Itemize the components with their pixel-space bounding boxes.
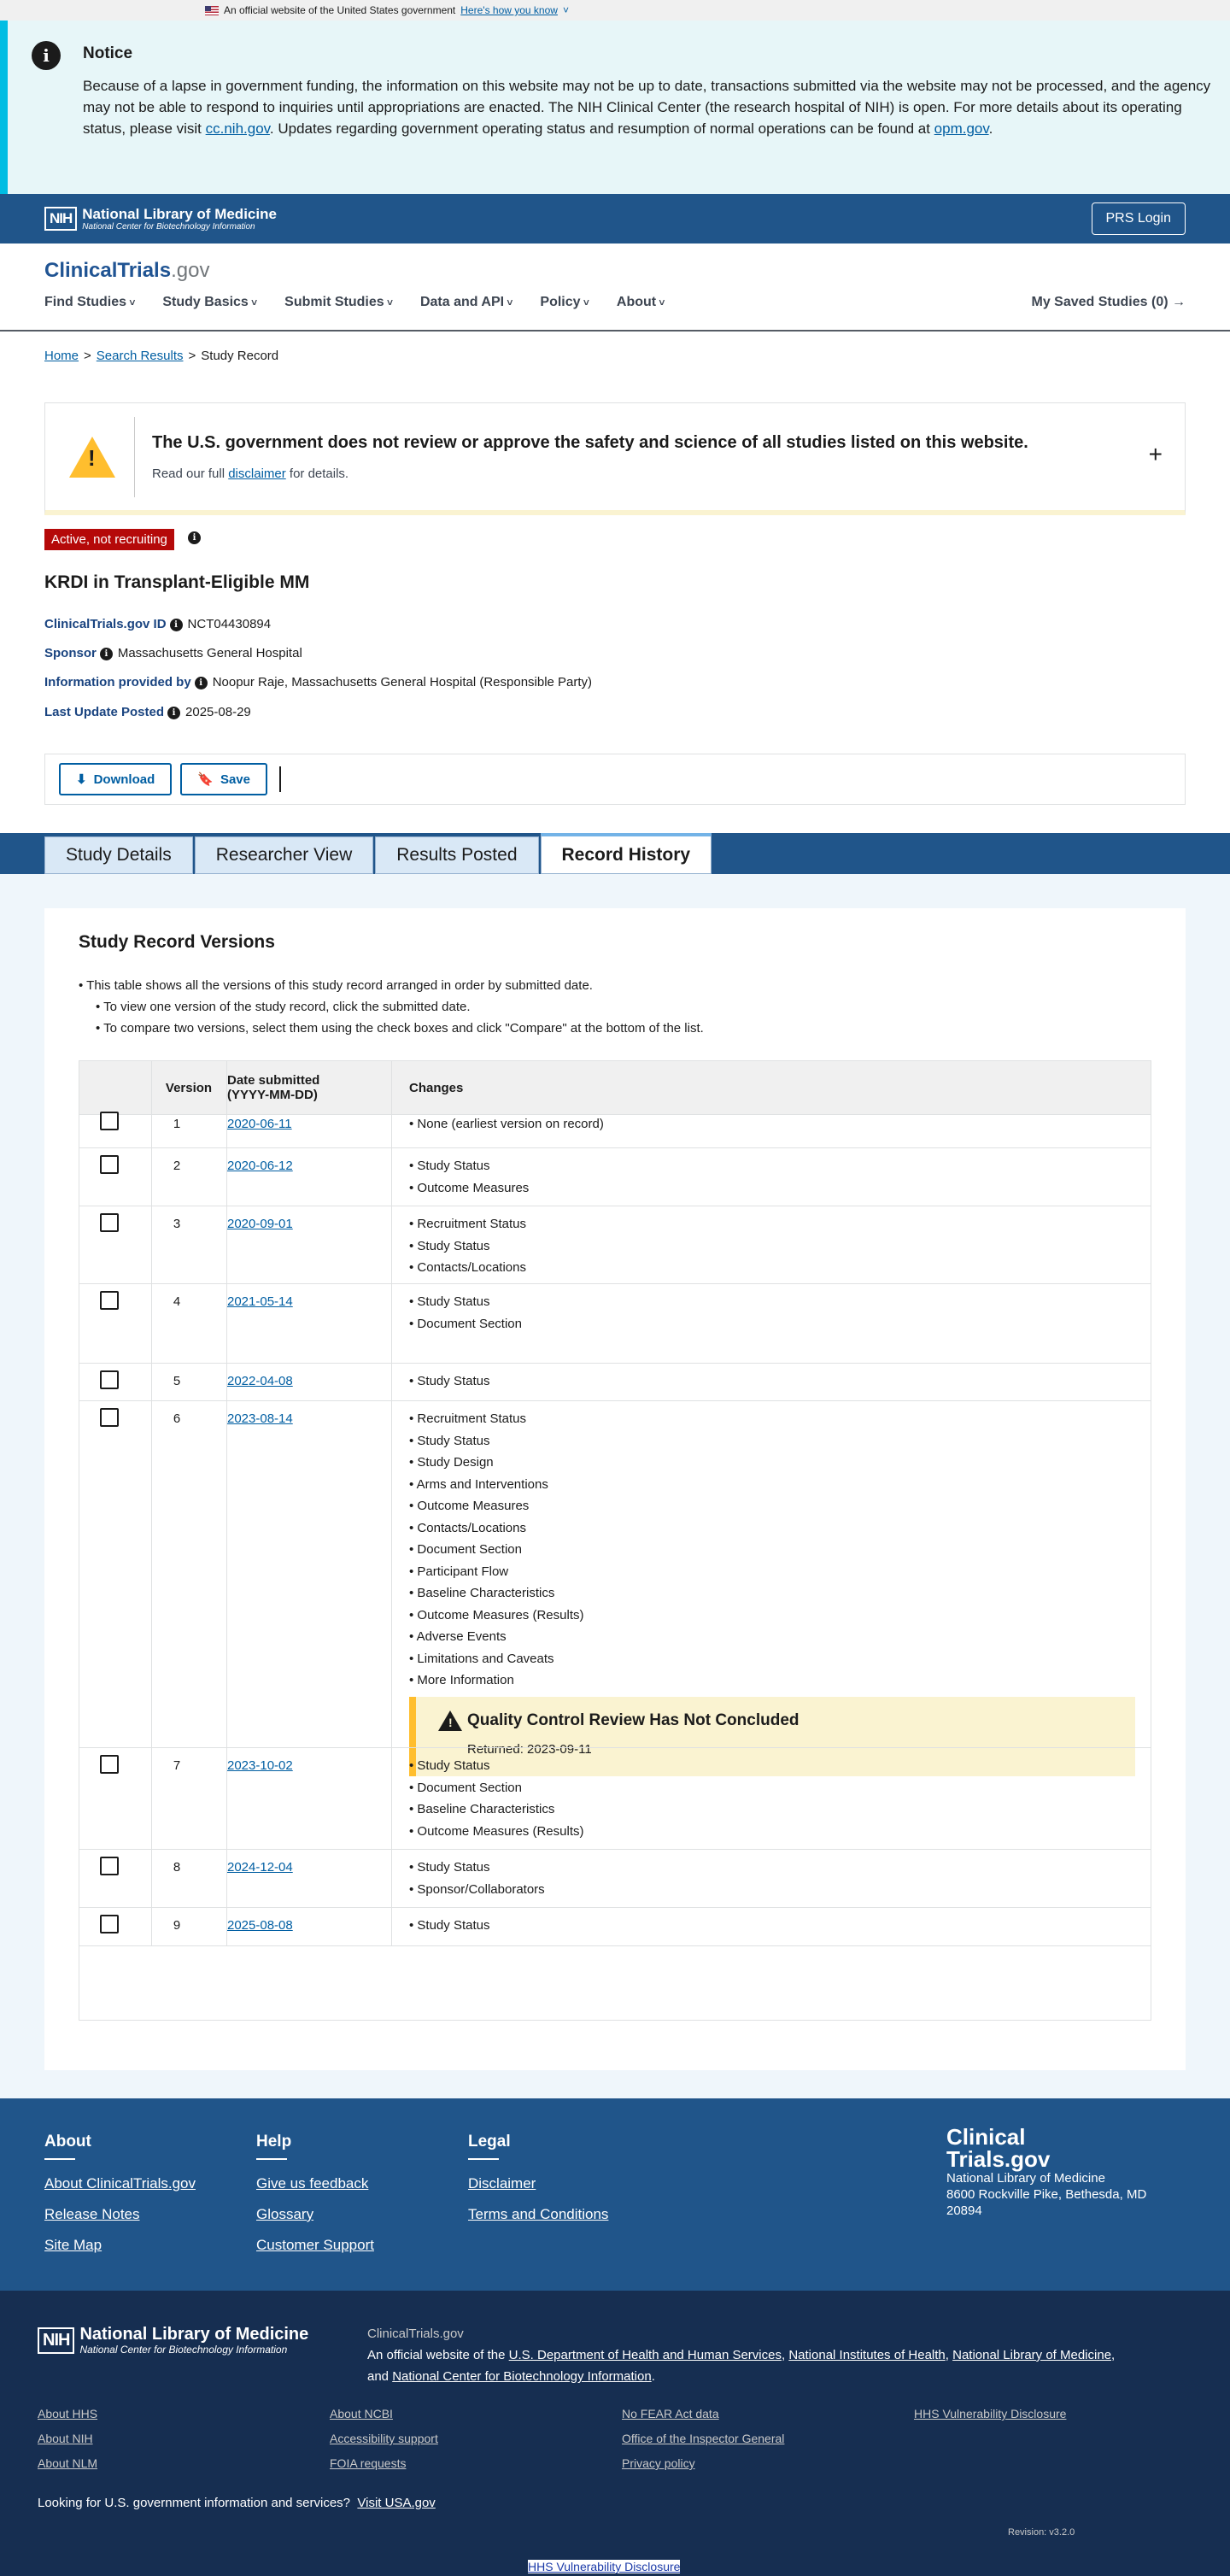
change-item: • Outcome Measures (Results) (409, 1605, 583, 1627)
version-number: 7 (173, 1758, 181, 1773)
nlm-footer-links (914, 2407, 1066, 2432)
version-number: 1 (173, 1117, 181, 1131)
tab-researcher-view[interactable]: Researcher View (195, 836, 374, 874)
breadcrumb-separator: > (84, 349, 91, 363)
table-row (79, 1400, 1151, 1757)
nav-item-about[interactable]: About ˅ (617, 295, 665, 310)
change-item: • Study Status (409, 1291, 522, 1313)
footer-column-legal (468, 2133, 608, 2237)
breadcrumb-home[interactable]: Home (44, 349, 79, 363)
status-badge: Active, not recruiting (44, 529, 174, 550)
version-number: 5 (173, 1374, 181, 1388)
study-title: KRDI in Transplant-Eligible MM (44, 572, 310, 592)
breadcrumb-current: Study Record (201, 349, 279, 363)
nlm-link[interactable]: National Library of Medicine (952, 2348, 1112, 2362)
meta-nct-id: ClinicalTrials.gov ID i NCT04430894 (44, 617, 272, 631)
expand-plus-icon[interactable]: + (1148, 441, 1163, 467)
footer-column-about (44, 2133, 196, 2268)
nlm-name: National Library of Medicine (82, 205, 277, 222)
change-item: • Adverse Events (409, 1626, 583, 1648)
change-item: • Arms and Interventions (409, 1474, 583, 1496)
column-header-changes: Changes (409, 1080, 464, 1095)
footer-link[interactable]: Accessibility support (330, 2432, 438, 2445)
list-item: • This table shows all the versions of this study record arranged in order by submitted date. (79, 975, 704, 996)
version-checkbox[interactable] (100, 1408, 119, 1427)
table-row (79, 1147, 1151, 1206)
notice-title: Notice (83, 44, 133, 62)
footer-link[interactable]: Give us feedback (256, 2175, 369, 2192)
qc-returned-date: Returned: 2023-09-11 (467, 1742, 592, 1757)
cc-nih-link[interactable]: cc.nih.gov (205, 120, 270, 137)
info-icon[interactable]: i (170, 619, 183, 631)
footer-link[interactable]: About HHS (38, 2407, 98, 2421)
tab-study-details[interactable]: Study Details (44, 836, 193, 874)
change-item: • Recruitment Status (409, 1213, 526, 1235)
version-date-link[interactable]: 2023-10-02 (227, 1758, 293, 1773)
tab-results-posted[interactable]: Results Posted (375, 836, 538, 874)
version-changes (409, 1113, 604, 1135)
change-item: • Document Section (409, 1539, 583, 1561)
versions-instructions (79, 975, 704, 1039)
tab-record-history[interactable]: Record History (541, 833, 712, 874)
footer-link[interactable]: About NCBI (330, 2407, 393, 2421)
download-button[interactable]: ⬇ Download (59, 763, 172, 795)
footer-link[interactable]: Office of the Inspector General (622, 2432, 785, 2445)
table-row (79, 1363, 1151, 1400)
change-item: • Sponsor/Collaborators (409, 1879, 545, 1901)
version-changes (409, 1370, 489, 1393)
my-saved-studies-link[interactable]: My Saved Studies (0) → (1031, 295, 1186, 309)
disclaimer-text: Read our full disclaimer for details. (152, 466, 349, 481)
footer-link[interactable]: About NLM (38, 2456, 98, 2470)
table-row (79, 1849, 1151, 1907)
arrow-right-icon: → (1172, 295, 1186, 309)
nav-item-policy[interactable]: Policy ˅ (540, 295, 589, 310)
version-date-link[interactable]: 2025-08-08 (227, 1918, 293, 1933)
footer-column-title: About (44, 2133, 91, 2151)
footer-brand: Clinical Trials.gov National Library of Medicine 8600 Rockville Pike, Bethesda, MD 20894 (946, 2124, 1147, 2218)
change-item: • Outcome Measures (409, 1495, 583, 1517)
download-icon: ⬇ (76, 772, 87, 787)
change-item: • Limitations and Caveats (409, 1648, 583, 1670)
footer-column-title: Legal (468, 2133, 511, 2151)
info-icon[interactable]: i (195, 677, 208, 689)
nav-item-study-basics[interactable]: Study Basics ˅ (162, 295, 257, 310)
version-number: 8 (173, 1860, 181, 1875)
change-item: • Baseline Characteristics (409, 1582, 583, 1605)
nlm-footer-links (622, 2407, 784, 2481)
version-changes (409, 1408, 583, 1692)
change-item: • None (earliest version on record) (409, 1113, 604, 1135)
clinicaltrials-logo[interactable]: ClinicalTrials.gov (44, 259, 210, 282)
version-date-link[interactable]: 2020-09-01 (227, 1217, 293, 1231)
disclaimer-link[interactable]: disclaimer (228, 466, 286, 481)
version-changes (409, 1755, 583, 1842)
us-flag-icon (205, 6, 219, 15)
change-item: • More Information (409, 1669, 583, 1692)
main-nav (44, 295, 665, 310)
footer-link[interactable]: FOIA requests (330, 2456, 407, 2470)
table-row (79, 1907, 1151, 1945)
nlm-footer-links (38, 2407, 97, 2481)
versions-table (79, 1060, 1151, 2021)
footer-link[interactable]: HHS Vulnerability Disclosure (914, 2407, 1067, 2421)
version-changes (409, 1915, 489, 1937)
usa-gov-link[interactable]: Visit USA.gov (357, 2496, 436, 2510)
record-history-panel (44, 908, 1186, 2070)
footer-link[interactable]: Terms and Conditions (468, 2206, 609, 2222)
usa-gov-text: Looking for U.S. government information and services? Visit USA.gov (38, 2496, 436, 2510)
change-item: • Document Section (409, 1777, 583, 1799)
change-item: • Baseline Characteristics (409, 1799, 583, 1821)
nih-link[interactable]: National Institutes of Health (788, 2348, 946, 2362)
table-header (79, 1061, 1151, 1114)
version-number: 2 (173, 1159, 181, 1173)
version-checkbox[interactable] (100, 1112, 119, 1130)
nav-item-find-studies[interactable]: Find Studies ˅ (44, 295, 135, 310)
version-date-link[interactable]: 2023-08-14 (227, 1411, 293, 1426)
table-row (79, 1747, 1151, 1849)
footer-link[interactable]: Release Notes (44, 2206, 140, 2222)
change-item: • Study Status (409, 1370, 489, 1393)
footer-link[interactable]: About NIH (38, 2432, 93, 2445)
change-item: • Contacts/Locations (409, 1517, 583, 1540)
ncbi-name: National Center for Biotechnology Information (82, 221, 255, 232)
change-item: • Recruitment Status (409, 1408, 583, 1430)
version-checkbox[interactable] (100, 1291, 119, 1310)
change-item: • Outcome Measures (409, 1177, 529, 1200)
footer-link[interactable]: Glossary (256, 2206, 314, 2222)
info-icon: i (32, 41, 61, 70)
opm-link[interactable]: opm.gov (934, 120, 989, 137)
version-date-link[interactable]: 2020-06-11 (227, 1117, 292, 1131)
footer-link[interactable]: Disclaimer (468, 2175, 536, 2192)
study-actions-bar (44, 754, 1186, 805)
revision-label: Revision: v3.2.0 (1008, 2527, 1075, 2538)
change-item: • Document Section (409, 1313, 522, 1335)
bookmark-icon: 🔖 (197, 772, 214, 787)
info-icon[interactable]: i (188, 531, 201, 544)
version-number: 4 (173, 1294, 181, 1309)
version-checkbox[interactable] (100, 1370, 119, 1389)
footer-link[interactable]: Customer Support (256, 2237, 374, 2253)
footer-column-help (256, 2133, 374, 2268)
notice-text: Because of a lapse in government funding, the information on this website may not be up to date, transactions submitted via the website may not be processed, and the agency may not be able to respond to inquiries until appropriations are enacted. The NIH Clinical Center (the research hospital of NIH) is open. For more details about its operating status, please visit cc.nih.gov. Updates regarding government operating status and resumption of normal operations can be found at opm.gov. (83, 78, 1211, 137)
version-changes (409, 1291, 522, 1335)
chevron-down-icon: ˅ (562, 4, 569, 16)
footer-logo[interactable]: Clinical Trials.gov (946, 2124, 1051, 2172)
list-item: • To view one version of the study record, click the submitted date. (79, 996, 704, 1018)
nih-logo-icon: NIH (44, 207, 77, 231)
official-site-text: ClinicalTrials.gov An official website of the U.S. Department of Health and Human Services, National Institutes of Health, National Library of Medicine, and National Center for Biotechnology Information. (367, 2327, 1116, 2384)
warning-icon: ! (438, 1710, 462, 1731)
nlm-footer-links (330, 2407, 438, 2481)
version-date-link[interactable]: 2022-04-08 (227, 1374, 293, 1388)
change-item: • Contacts/Locations (409, 1257, 526, 1279)
disclaimer-alert (44, 402, 1186, 515)
version-date-link[interactable]: 2024-12-04 (227, 1860, 293, 1875)
site-header (0, 244, 1230, 332)
change-item: • Outcome Measures (Results) (409, 1821, 583, 1843)
change-item: • Study Status (409, 1235, 526, 1258)
version-number: 6 (173, 1411, 181, 1426)
meta-information-provided: Information provided by i Noopur Raje, Massachusetts General Hospital (Responsible Party) (44, 675, 593, 689)
change-item: • Study Status (409, 1755, 583, 1777)
change-item: • Study Design (409, 1452, 583, 1474)
nav-item-data-and-api[interactable]: Data and API ˅ (420, 295, 512, 310)
table-row (79, 1114, 1151, 1147)
table-row (79, 1206, 1151, 1283)
nlm-footer (0, 2291, 1230, 2576)
study-tabs (0, 833, 1230, 874)
change-item: • Study Status (409, 1430, 583, 1452)
footer-link[interactable]: Site Map (44, 2237, 102, 2253)
disclaimer-title: The U.S. government does not review or approve the safety and science of all studies listed on this website. (152, 432, 1028, 452)
column-header-date: Date submitted (YYYY-MM-DD) (227, 1073, 320, 1102)
info-icon[interactable]: i (100, 648, 113, 660)
breadcrumb (44, 349, 278, 363)
ncbi-link[interactable]: National Center for Biotechnology Information (392, 2369, 652, 2384)
nlm-footer-logo[interactable]: NIH National Library of Medicine National Center for Biotechnology Information (38, 2325, 308, 2356)
version-checkbox[interactable] (100, 1857, 119, 1875)
version-checkbox[interactable] (100, 1213, 119, 1232)
vulnerability-disclosure (528, 2560, 680, 2573)
footer-link[interactable]: Privacy policy (622, 2456, 695, 2470)
meta-last-update: Last Update Posted i 2025-08-29 (44, 705, 251, 719)
version-changes (409, 1213, 526, 1279)
save-button[interactable]: 🔖 Save (180, 763, 267, 795)
change-item: • Study Status (409, 1155, 529, 1177)
nlm-logo[interactable] (44, 207, 277, 232)
breadcrumb-search-results[interactable]: Search Results (96, 349, 184, 363)
table-row (79, 1283, 1151, 1363)
site-footer (0, 2098, 1230, 2291)
nlm-header (0, 194, 1230, 244)
column-header-version: Version (165, 1080, 213, 1095)
versions-heading: Study Record Versions (79, 932, 275, 952)
hhs-link[interactable]: U.S. Department of Health and Human Services (508, 2348, 782, 2362)
change-item: • Study Status (409, 1915, 489, 1937)
version-date-link[interactable]: 2020-06-12 (227, 1159, 293, 1173)
list-item: • To compare two versions, select them using the check boxes and click "Compare" at the bottom of the list. (79, 1018, 704, 1039)
version-date-link[interactable]: 2021-05-14 (227, 1294, 293, 1309)
gov-banner-text: An official website of the United States government (224, 4, 456, 16)
hhs-vulnerability-link[interactable]: HHS Vulnerability Disclosure (528, 2560, 681, 2573)
footer-column-title: Help (256, 2133, 292, 2151)
shutdown-notice (0, 21, 1230, 194)
prs-login-button[interactable]: PRS Login (1092, 202, 1186, 235)
meta-sponsor: Sponsor i Massachusetts General Hospital (44, 646, 302, 660)
footer-link[interactable]: About ClinicalTrials.gov (44, 2175, 196, 2192)
gov-banner (0, 0, 1230, 21)
change-item: • Participant Flow (409, 1561, 583, 1583)
version-checkbox[interactable] (100, 1155, 119, 1174)
info-icon[interactable]: i (167, 707, 180, 719)
version-number: 3 (173, 1217, 181, 1231)
footer-link[interactable]: No FEAR Act data (622, 2407, 719, 2421)
version-number: 9 (173, 1918, 181, 1933)
nih-logo-icon: NIH (38, 2327, 74, 2354)
nav-item-submit-studies[interactable]: Submit Studies ˅ (284, 295, 393, 310)
change-item: • Study Status (409, 1857, 545, 1879)
breadcrumb-separator: > (188, 349, 196, 363)
divider (279, 766, 281, 792)
version-checkbox[interactable] (100, 1755, 119, 1774)
version-changes (409, 1857, 545, 1900)
heres-how-you-know-link[interactable]: Here's how you know (460, 4, 558, 16)
version-changes (409, 1155, 529, 1199)
version-checkbox[interactable] (100, 1915, 119, 1933)
warning-icon: ! (69, 437, 115, 478)
qc-title: Quality Control Review Has Not Concluded (467, 1711, 800, 1729)
